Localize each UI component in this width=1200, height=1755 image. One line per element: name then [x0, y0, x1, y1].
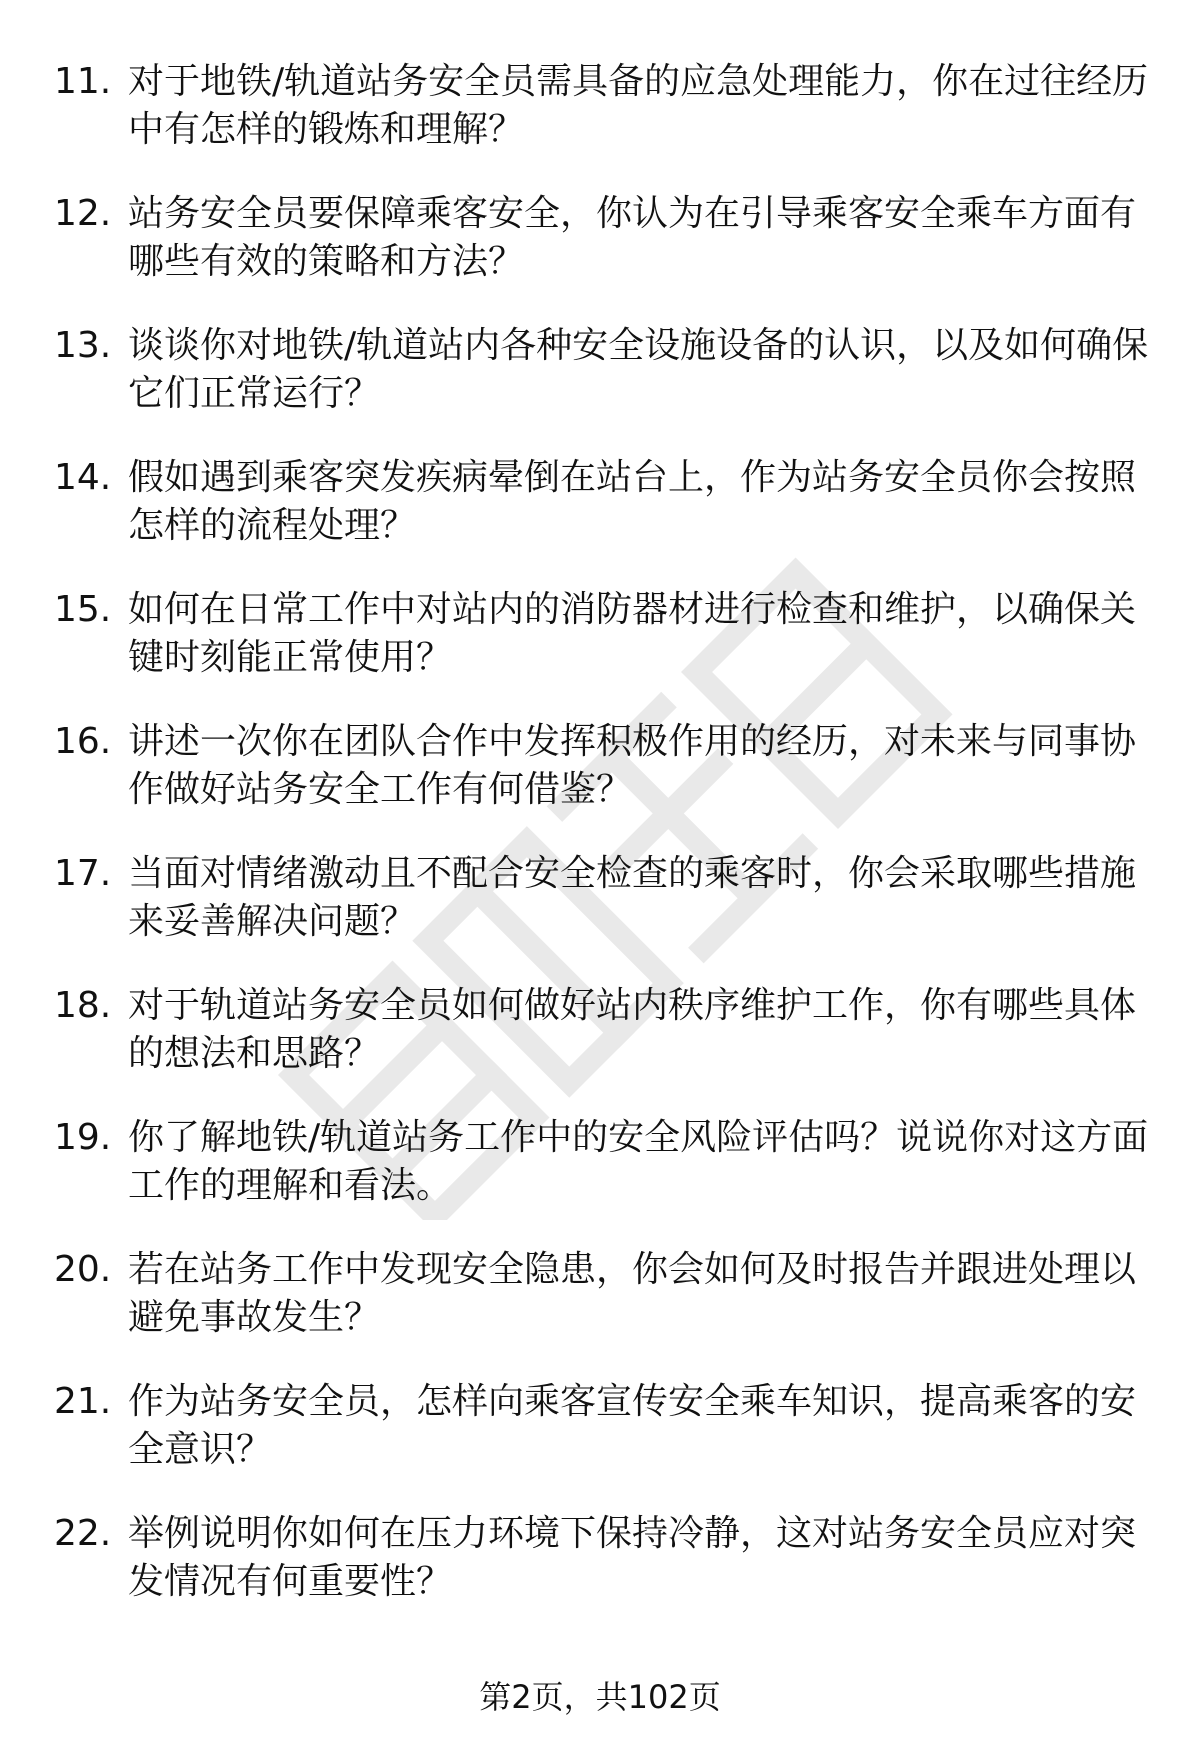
question-number: 13.: [54, 325, 112, 366]
question-number: 17.: [54, 853, 112, 894]
question-text: 当面对情绪激动且不配合安全检查的乘客时，你会采取哪些措施来妥善解决问题？: [128, 853, 1137, 942]
question-number: 19.: [54, 1117, 112, 1158]
question-item: [54, 586, 1154, 682]
question-text: 站务安全员要保障乘客安全，你认为在引导乘客安全乘车方面有哪些有效的策略和方法？: [128, 193, 1137, 282]
question-item: [54, 850, 1154, 946]
question-number: 15.: [54, 589, 112, 630]
question-number: 16.: [54, 721, 112, 762]
question-list: [54, 58, 1154, 1642]
question-text: 如何在日常工作中对站内的消防器材进行检查和维护，以确保关键时刻能正常使用？: [128, 589, 1137, 678]
page-number-label: 第2页，共102页: [479, 1678, 721, 1716]
question-text: 作为站务安全员，怎样向乘客宣传安全乘车知识，提高乘客的安全意识？: [128, 1381, 1137, 1470]
question-item: [54, 1510, 1154, 1606]
question-item: [54, 322, 1154, 418]
question-number: 21.: [54, 1381, 112, 1422]
question-text: 对于轨道站务安全员如何做好站内秩序维护工作，你有哪些具体的想法和思路？: [128, 985, 1137, 1074]
question-item: [54, 982, 1154, 1078]
question-item: [54, 1378, 1154, 1474]
question-text: 若在站务工作中发现安全隐患，你会如何及时报告并跟进处理以避免事故发生？: [128, 1249, 1137, 1338]
question-item: [54, 190, 1154, 286]
question-number: 11.: [54, 61, 112, 102]
question-item: [54, 1246, 1154, 1342]
question-number: 22.: [54, 1513, 112, 1554]
question-item: [54, 1114, 1154, 1210]
question-item: [54, 58, 1154, 154]
question-number: 12.: [54, 193, 112, 234]
page-footer: [0, 1675, 1200, 1719]
question-item: [54, 454, 1154, 550]
question-text: 讲述一次你在团队合作中发挥积极作用的经历，对未来与同事协作做好站务安全工作有何借鉴？: [128, 721, 1137, 810]
question-text: 假如遇到乘客突发疾病晕倒在站台上，作为站务安全员你会按照怎样的流程处理？: [128, 457, 1137, 546]
question-text: 举例说明你如何在压力环境下保持冷静，这对站务安全员应对突发情况有何重要性？: [128, 1513, 1137, 1602]
question-text: 谈谈你对地铁/轨道站内各种安全设施设备的认识，以及如何确保它们正常运行？: [128, 325, 1149, 414]
question-number: 20.: [54, 1249, 112, 1290]
question-number: 18.: [54, 985, 112, 1026]
question-text: 对于地铁/轨道站务安全员需具备的应急处理能力，你在过往经历中有怎样的锻炼和理解？: [128, 61, 1149, 150]
question-item: [54, 718, 1154, 814]
question-text: 你了解地铁/轨道站务工作中的安全风险评估吗？说说你对这方面工作的理解和看法。: [128, 1117, 1149, 1206]
question-number: 14.: [54, 457, 112, 498]
